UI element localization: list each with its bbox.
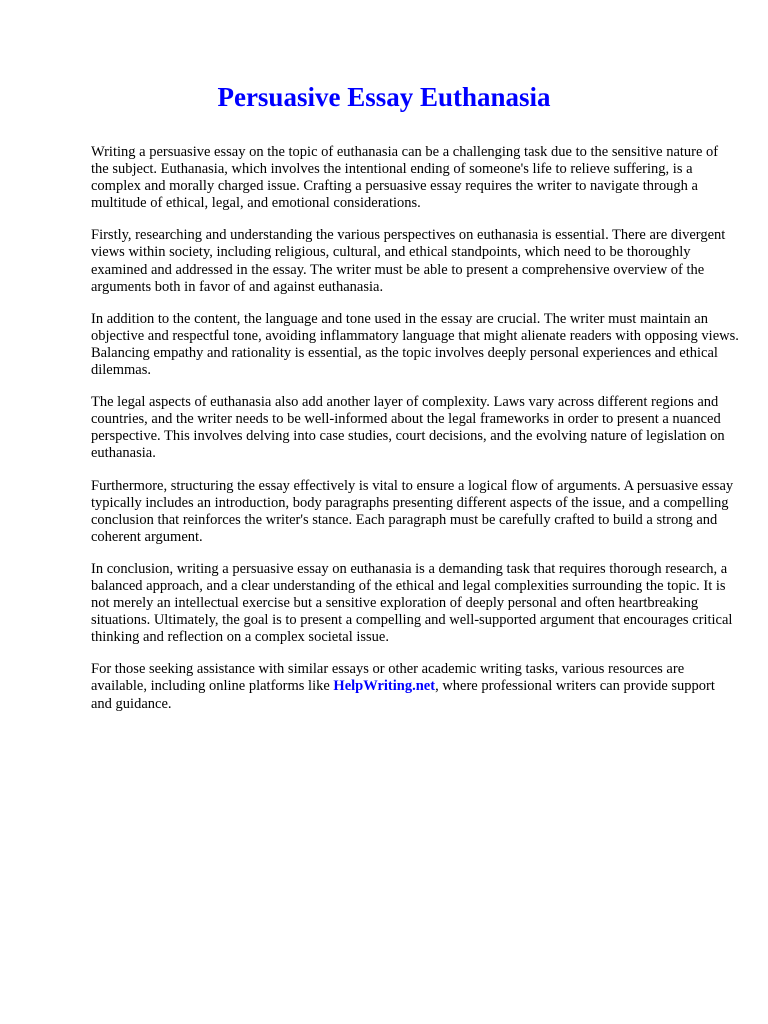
document-body: [91, 144, 739, 728]
paragraph-closing: [91, 661, 739, 712]
paragraph-legal-aspects: The legal aspects of euthanasia also add another layer of complexity. Laws vary across different regions and countries, and the writer needs to be well-informed about the legal frameworks in order to present a nuanced perspective. This involves delving into case studies, court decisions, and the evolving nature of legislation on euthanasia.: [91, 394, 725, 462]
document-title: Persuasive Essay Euthanasia: [217, 82, 551, 112]
paragraph-perspectives: Firstly, researching and understanding the various perspectives on euthanasia is essential. There are divergent views within society, including religious, cultural, and ethical standpoints, which need to be thoroughly examined and addressed in the essay. The writer must be able to present a comprehensive overview of the arguments both in favor of and against euthanasia.: [91, 227, 726, 295]
paragraph-conclusion: In conclusion, writing a persuasive essay on euthanasia is a demanding task that requires thorough research, a balanced approach, and a clear understanding of the ethical and legal complexities surrounding the topic. It is not merely an intellectual exercise but a sensitive exploration of deeply personal and often heartbreaking situations. Ultimately, the goal is to present a compelling and well-supported argument that encourages critical thinking and reflection on a complex societal issue.: [91, 560, 733, 646]
helpwriting-link[interactable]: HelpWriting.net: [333, 678, 436, 695]
paragraph-introduction: Writing a persuasive essay on the topic of euthanasia can be a challenging task due to the sensitive nature of the subject. Euthanasia, which involves the intentional ending of someone's life to relieve suffering, is a complex and morally charged issue. Crafting a persuasive essay requires the writer to navigate through a multitude of ethical, legal, and emotional considerations.: [91, 144, 719, 212]
closing-text-before-link: For those seeking assistance with similar essays or other academic writing tasks, various resources are available, including online platforms like: [91, 661, 685, 695]
paragraph-language-tone: In addition to the content, the language and tone used in the essay are crucial. The writer must maintain an objective and respectful tone, avoiding inflammatory language that might alienate readers with opposing views. Balancing empathy and rationality is essential, as the topic involves deeply personal experiences and ethical dilemmas.: [91, 310, 739, 379]
closing-text-after-link: , where professional writers can provide support and guidance.: [91, 678, 715, 712]
paragraph-structure: Furthermore, structuring the essay effectively is vital to ensure a logical flow of arguments. A persuasive essay typically includes an introduction, body paragraphs presenting different aspects of the issue, and a compelling conclusion that reinforces the writer's stance. Each paragraph must be carefully crafted to build a strong and coherent argument.: [91, 477, 734, 545]
